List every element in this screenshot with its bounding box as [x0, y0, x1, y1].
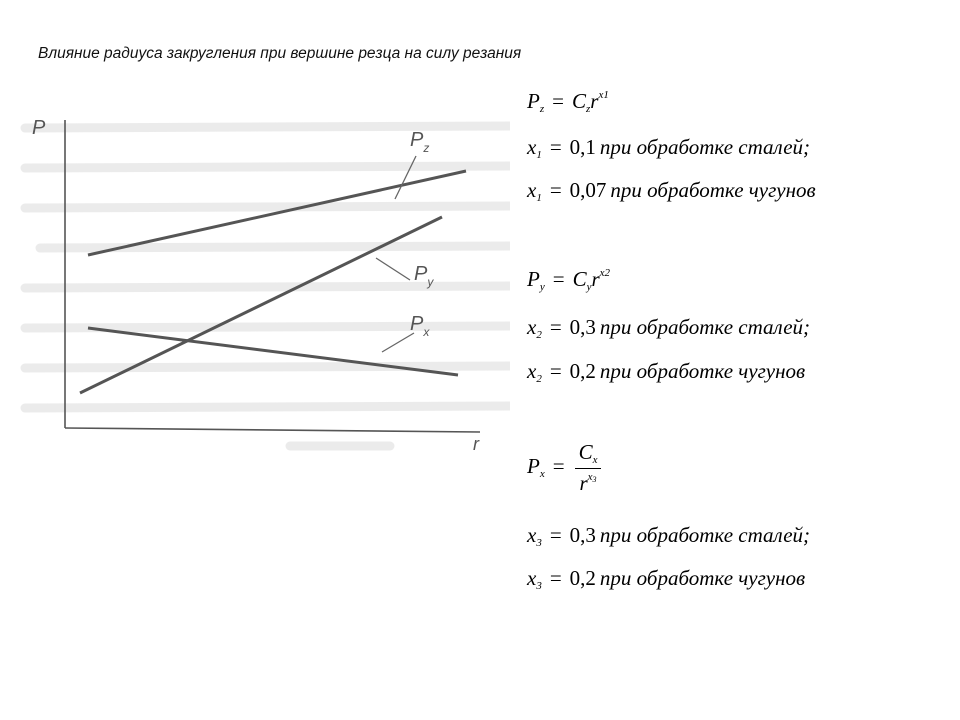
formula-py: $P_y = C_yr^{x2}$: [527, 267, 611, 293]
x-axis: [65, 428, 480, 432]
x-axis-label: r: [473, 434, 479, 454]
pz-label: $P_z$: [410, 129, 430, 155]
formula-py-steel: $x_2 = 0,3$ при обработке сталей;: [527, 315, 811, 341]
formula-py-iron: $x_2 = 0,2$ при обработке чугунов: [527, 359, 806, 385]
formula-pz-iron: $x_1 = 0,07$ при обработке чугунов: [527, 178, 816, 204]
formula-px-steel: $x_3 = 0,3$ при обработке сталей;: [527, 523, 811, 549]
py-label: $P_y$: [414, 263, 434, 289]
formula-panel: [527, 0, 952, 720]
px-label: $P_x$: [410, 313, 430, 339]
formula-px: $P_x$ = $\frac{C_x}{r^{x_3}}$: [527, 442, 601, 494]
formula-pz-steel: $x_1 = 0,1$ при обработке сталей;: [527, 135, 811, 161]
force-radius-graph: [10, 90, 510, 470]
y-axis-label: P: [32, 117, 46, 139]
slide-title: Влияние радиуса закругления при вершине резца на силу резания: [38, 45, 522, 62]
formula-pz: $P_z = C_zr^{x1}$: [527, 89, 609, 115]
formula-px-iron: $x_3 = 0,2$ при обработке чугунов: [527, 566, 806, 592]
